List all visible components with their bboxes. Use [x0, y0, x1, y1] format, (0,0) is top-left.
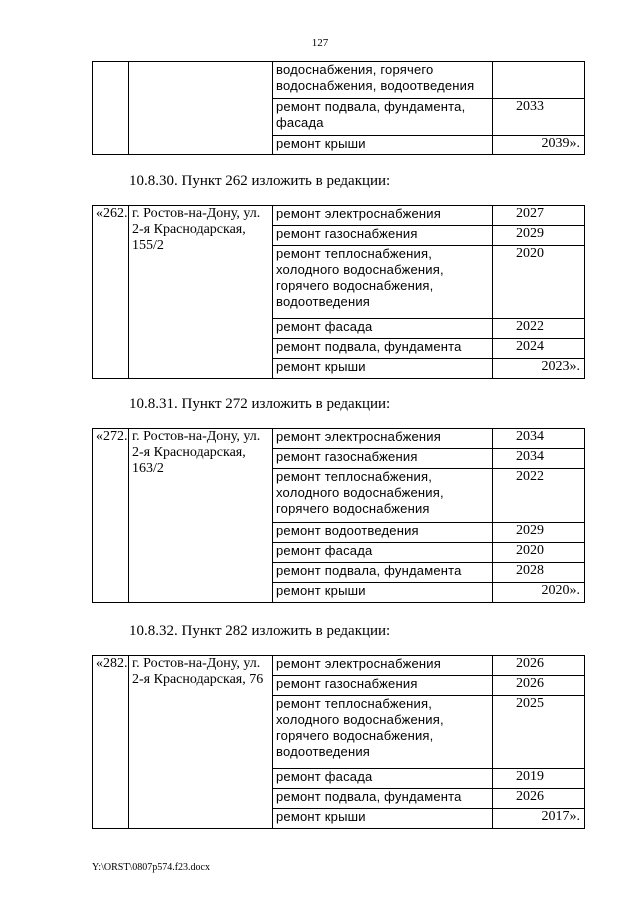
- work-cell: водоснабжения, горячего водоснабжения, водоотведения: [273, 62, 493, 99]
- work-cell: ремонт теплоснабжения, холодного водоснабжения, горячего водоснабжения, водоотведения: [273, 696, 493, 769]
- address-cell: г. Ростов-на-Дону, ул. 2-я Краснодарская, 76: [129, 656, 273, 829]
- work-cell: ремонт фасада: [273, 769, 493, 789]
- table-row: [93, 656, 585, 676]
- address-cell: г. Ростов-на-Дону, ул. 2-я Краснодарская, 155/2: [129, 206, 273, 379]
- work-cell: ремонт подвала, фундамента: [273, 563, 493, 583]
- work-cell: ремонт подвала, фундамента, фасада: [273, 99, 493, 136]
- year-cell: 2039».: [493, 136, 585, 155]
- year-cell: 2024: [493, 339, 585, 359]
- year-cell: 2026: [493, 656, 585, 676]
- address-cell: [129, 62, 273, 155]
- year-cell: 2022: [493, 469, 585, 523]
- work-cell: ремонт газоснабжения: [273, 449, 493, 469]
- item-number-cell: «262.: [93, 206, 129, 379]
- page-number: 127: [311, 37, 329, 49]
- section-table-272: [92, 428, 585, 603]
- work-cell: ремонт подвала, фундамента: [273, 789, 493, 809]
- work-cell: ремонт электроснабжения: [273, 429, 493, 449]
- section-heading: 10.8.31. Пункт 272 изложить в редакции:: [129, 396, 391, 412]
- work-cell: ремонт электроснабжения: [273, 206, 493, 226]
- section-heading: 10.8.32. Пункт 282 изложить в редакции:: [129, 623, 391, 639]
- year-cell: 2023».: [493, 359, 585, 379]
- work-cell: ремонт подвала, фундамента: [273, 339, 493, 359]
- year-cell: 2020: [493, 246, 585, 319]
- work-cell: ремонт фасада: [273, 319, 493, 339]
- work-cell: ремонт крыши: [273, 583, 493, 603]
- item-number-cell: [93, 62, 129, 155]
- year-cell: 2033: [493, 99, 585, 136]
- work-cell: ремонт крыши: [273, 809, 493, 829]
- work-cell: ремонт крыши: [273, 359, 493, 379]
- year-cell: 2029: [493, 226, 585, 246]
- work-cell: ремонт теплоснабжения, холодного водоснабжения, горячего водоснабжения, водоотведения: [273, 246, 493, 319]
- year-cell: 2034: [493, 449, 585, 469]
- work-cell: ремонт газоснабжения: [273, 226, 493, 246]
- table-row: [93, 429, 585, 449]
- work-cell: ремонт водоотведения: [273, 523, 493, 543]
- section-table-262: [92, 205, 585, 379]
- item-number-cell: «282.: [93, 656, 129, 829]
- year-cell: 2029: [493, 523, 585, 543]
- top-continuation-table: [92, 61, 585, 155]
- year-cell: 2028: [493, 563, 585, 583]
- work-cell: ремонт крыши: [273, 136, 493, 155]
- work-cell: ремонт электроснабжения: [273, 656, 493, 676]
- year-cell: 2019: [493, 769, 585, 789]
- section-table-282: [92, 655, 585, 829]
- work-cell: ремонт теплоснабжения, холодного водоснабжения, горячего водоснабжения: [273, 469, 493, 523]
- year-cell: 2020: [493, 543, 585, 563]
- year-cell: 2017».: [493, 809, 585, 829]
- table-row: [93, 206, 585, 226]
- section-heading: 10.8.30. Пункт 262 изложить в редакции:: [129, 173, 391, 189]
- year-cell: 2022: [493, 319, 585, 339]
- year-cell: [493, 62, 585, 99]
- year-cell: 2026: [493, 676, 585, 696]
- item-number-cell: «272.: [93, 429, 129, 603]
- year-cell: 2027: [493, 206, 585, 226]
- file-path-footer: Y:\ORST\0807p574.f23.docx: [92, 862, 210, 873]
- address-cell: г. Ростов-на-Дону, ул. 2-я Краснодарская, 163/2: [129, 429, 273, 603]
- year-cell: 2026: [493, 789, 585, 809]
- year-cell: 2020».: [493, 583, 585, 603]
- table-row: [93, 62, 585, 99]
- year-cell: 2034: [493, 429, 585, 449]
- work-cell: ремонт газоснабжения: [273, 676, 493, 696]
- work-cell: ремонт фасада: [273, 543, 493, 563]
- year-cell: 2025: [493, 696, 585, 769]
